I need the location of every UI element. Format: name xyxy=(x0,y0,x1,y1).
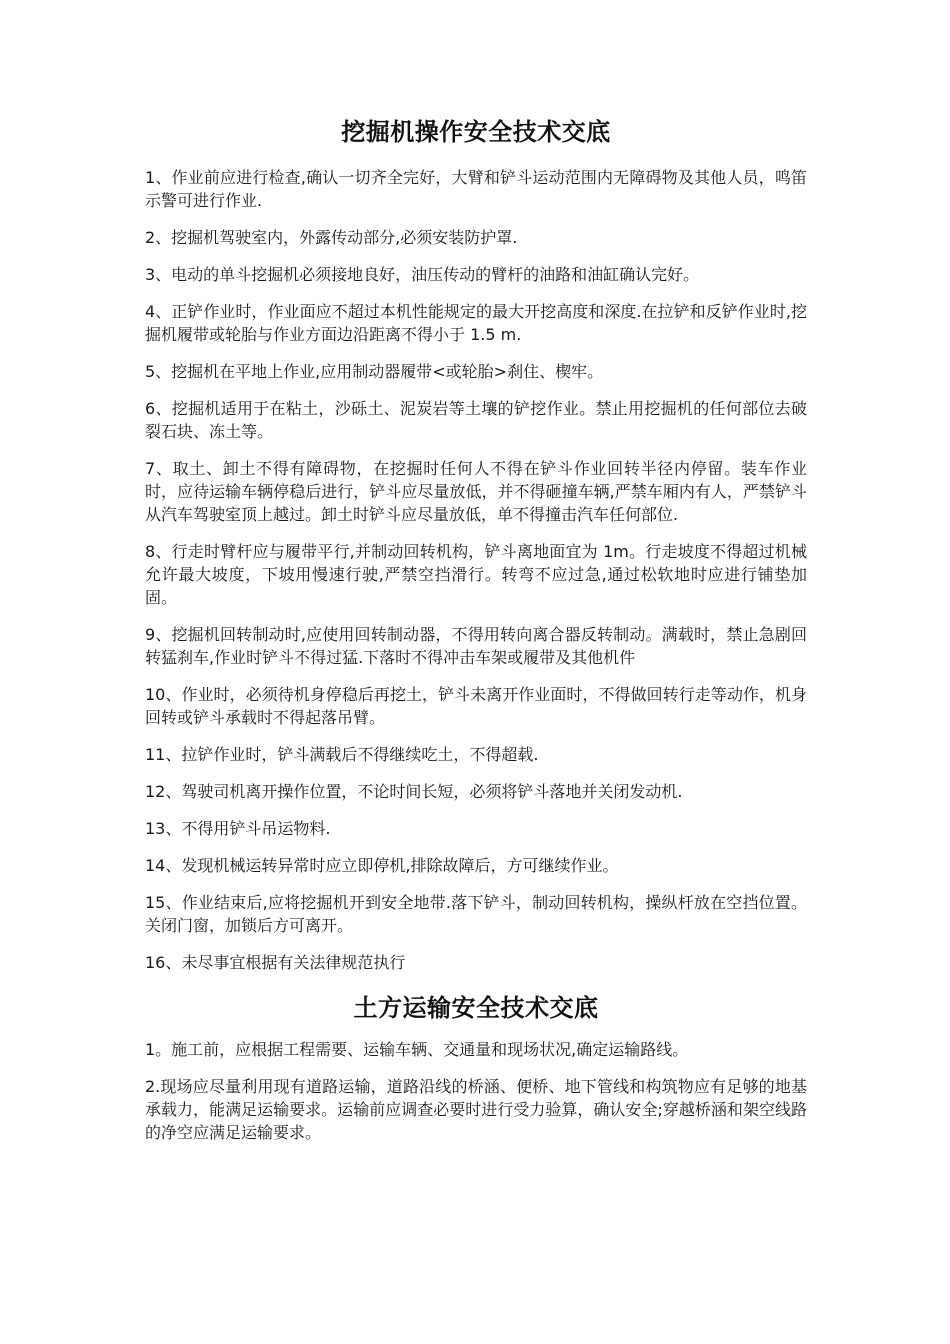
section-body-earth-transport xyxy=(145,1038,807,1144)
paragraph-item-1: 1。施工前，应根据工程需要、运输车辆、交通量和现场状况,确定运输路线。 xyxy=(145,1040,689,1059)
paragraph-item-15: 15、作业结束后,应将挖掘机开到安全地带.落下铲斗，制动回转机构，操纵杆放在空挡位置。关闭门窗，加锁后方可离开。 xyxy=(145,893,807,935)
paragraph-item-2: 2.现场应尽量利用现有道路运输，道路沿线的桥涵、便桥、地下管线和构筑物应有足够的地基承载力，能满足运输要求。运输前应调查必要时进行受力验算，确认安全;穿越桥涵和架空线路的净空应满足运输要求。 xyxy=(145,1077,807,1142)
paragraph-item-6: 6、挖掘机适用于在粘土，沙砾土、泥炭岩等土壤的铲挖作业。禁止用挖掘机的任何部位去破裂石块、冻土等。 xyxy=(145,399,807,441)
section-title-earth-transport: 土方运输安全技术交底 xyxy=(353,994,599,1022)
paragraph-item-16: 16、未尽事宜根据有关法律规范执行 xyxy=(145,953,406,972)
paragraph-item-1: 1、作业前应进行检查,确认一切齐全完好，大臂和铲斗运动范围内无障碍物及其他人员，鸣笛示警可进行作业. xyxy=(145,168,807,210)
paragraph-item-5: 5、挖掘机在平地上作业,应用制动器履带<或轮胎>刹住、楔牢。 xyxy=(145,362,604,381)
section-title-excavator: 挖掘机操作安全技术交底 xyxy=(341,118,611,146)
paragraph-item-10: 10、作业时，必须待机身停稳后再挖土，铲斗未离开作业面时，不得做回转行走等动作，机身回转或铲斗承载时不得起落吊臂。 xyxy=(145,685,807,727)
paragraph-item-14: 14、发现机械运转异常时应立即停机,排除故障后，方可继续作业。 xyxy=(145,856,619,875)
paragraph-item-3: 3、电动的单斗挖掘机必须接地良好，油压传动的臂杆的油路和油缸确认完好。 xyxy=(145,265,700,284)
document-page xyxy=(145,112,807,1158)
paragraph-item-4: 4、正铲作业时，作业面应不超过本机性能规定的最大开挖高度和深度.在拉铲和反铲作业时,挖掘机履带或轮胎与作业方面边沿距离不得小于 1.5 m. xyxy=(145,302,807,344)
paragraph-item-13: 13、不得用铲斗吊运物料. xyxy=(145,819,331,838)
section-body-excavator xyxy=(145,166,807,974)
paragraph-item-8: 8、行走时臂杆应与履带平行,并制动回转机构，铲斗离地面宜为 1m。行走坡度不得超过机械允许最大坡度，下坡用慢速行驶,严禁空挡滑行。转弯不应过急,通过松软地时应进行铺垫加固。 xyxy=(145,542,807,607)
paragraph-item-11: 11、拉铲作业时，铲斗满载后不得继续吃土，不得超载. xyxy=(145,745,539,764)
paragraph-item-9: 9、挖掘机回转制动时,应使用回转制动器，不得用转向离合器反转制动。满载时，禁止急剧回转猛刹车,作业时铲斗不得过猛.下落时不得冲击车架或履带及其他机件 xyxy=(145,625,807,667)
paragraph-item-12: 12、驾驶司机离开操作位置，不论时间长短，必须将铲斗落地并关闭发动机. xyxy=(145,782,683,801)
paragraph-item-7: 7、取土、卸土不得有障碍物，在挖掘时任何人不得在铲斗作业回转半径内停留。装车作业时，应待运输车辆停稳后进行，铲斗应尽量放低，并不得砸撞车辆,严禁车厢内有人，严禁铲斗从汽车驾驶室顶上越过。卸土时铲斗应尽量放低，单不得撞击汽车任何部位. xyxy=(145,459,807,524)
paragraph-item-2: 2、挖掘机驾驶室内，外露传动部分,必须安装防护罩. xyxy=(145,228,518,247)
